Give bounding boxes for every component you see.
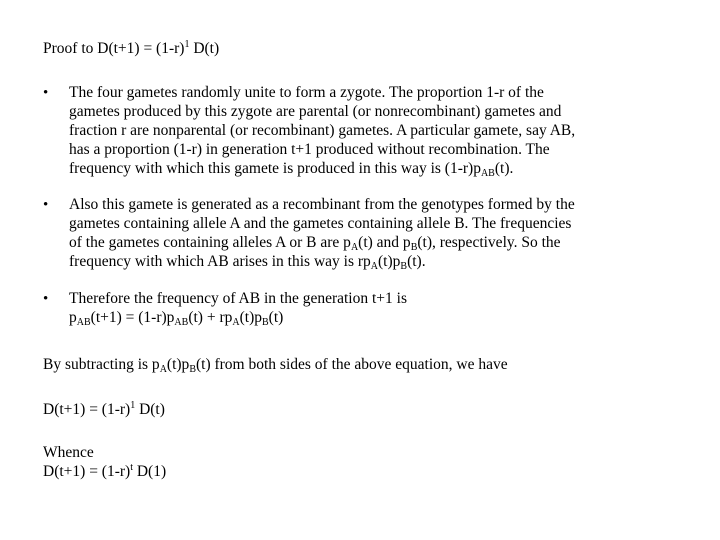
- subtract-sentence: By subtracting is $p_A(t)p_B(t)$ from both sides of the above equation, we have: [43, 356, 508, 375]
- frequency-equation: $p_{AB}(t+1) = (1-r)p_{AB}(t) + rp_A(t)p_B(t)$: [69, 309, 284, 328]
- slide-title: Proof to $D(t+1) = (1-r)^1$ D(t): [43, 39, 220, 57]
- result-equation-1: $D(t+1) = (1-r)^1$ D(t): [43, 400, 165, 418]
- bullet-paragraph-2: Also this gamete is generated as a recombinant from the genotypes formed by the gametes containing allele A and the gametes containing allele B. The frequencies of the gametes containing alleles A or B are $p_A(t)$ and $p_B(t)$, respectively. So the frequency with which AB arises in this way is $rp_A(t)p_B(t)$.: [69, 196, 575, 272]
- bullet-paragraph-3: Therefore the frequency of AB in the generation t+1 is $p_{AB}(t+1) = (1-r)p_{AB}(t) + rp_A(t)p_B(t)$: [69, 289, 679, 327]
- whence-label: Whence: [43, 444, 94, 461]
- bullet-marker: •: [43, 85, 49, 101]
- bullet-marker: •: [43, 197, 49, 213]
- bullet-marker: •: [43, 291, 49, 307]
- result-equation-2: $D(t+1) = (1-r)^t$ D(1): [43, 462, 167, 480]
- bullet-paragraph-1: The four gametes randomly unite to form a zygote. The proportion 1-r of the gametes produced by this zygote are parental (or nonrecombinant) gametes and fraction r are nonparental (or recombinant) gametes. A particular gamete, say AB, has a proportion (1-r) in generation t+1 produced without recombination. The frequency with which this gamete is produced in this way is $(1-r)p_{AB}(t)$.: [69, 84, 576, 179]
